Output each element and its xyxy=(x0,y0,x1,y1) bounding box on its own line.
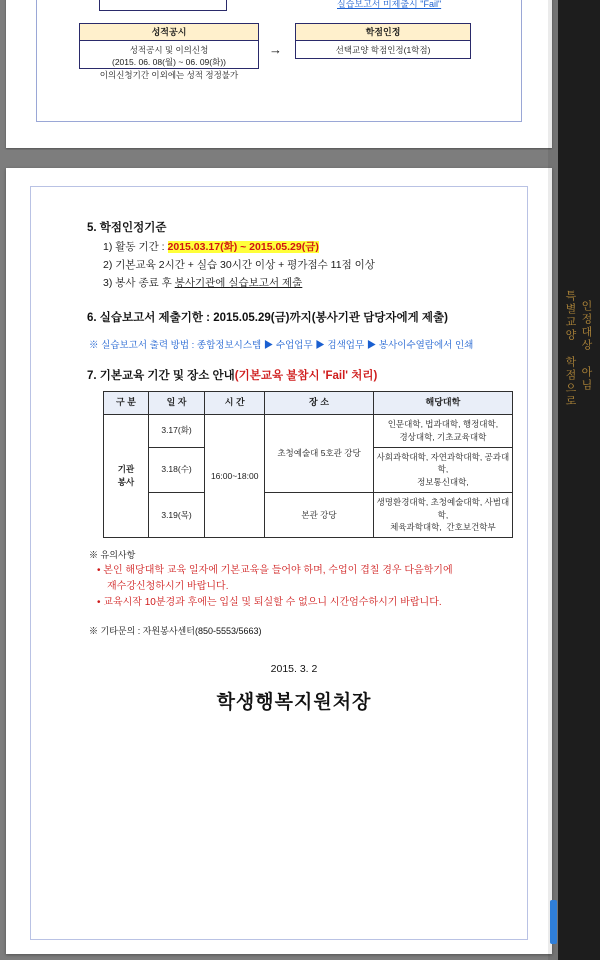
item-1-text: 활동 기간 : xyxy=(115,241,168,253)
table-row xyxy=(104,415,513,448)
basic-education-table xyxy=(103,391,513,538)
th-date: 일 자 xyxy=(148,392,204,415)
signer-title: 학생행복지원처장 xyxy=(216,692,372,713)
section-7-heading-warning: (기본교육 불참시 'Fail' 처리) xyxy=(234,370,378,382)
cell-date-3: 3.19(목) xyxy=(148,492,204,537)
issue-date: 2015. 3. 2 xyxy=(270,663,318,675)
cell-college-3: 생명환경대학, 초청예술대학, 사범대학, 체육과학대학, 간호보건학부 xyxy=(373,492,512,537)
caution-line-3: • 교육시작 10분경과 후에는 입실 및 퇴실할 수 없으니 시간엄수하시기 바랍니다. xyxy=(97,597,442,608)
flow-box-grade-notice xyxy=(79,23,259,80)
etc-contact: ※ 기타문의 : 자원봉사센터(850-5553/5663) xyxy=(89,626,262,636)
right-rail xyxy=(558,0,600,960)
section-7-number: 7. xyxy=(87,370,97,382)
cell-college-2: 사회과학대학, 자연과학대학, 공과대학, 정보통신대학, xyxy=(373,447,512,492)
vertical-annotation-2: 인정대상 아님 xyxy=(580,300,592,392)
report-print-note: ※ 실습보고서 출력 방법 : 종합정보시스템 ▶ 수업업무 ▶ 검색업무 ▶ 봉사이수열람에서 인쇄 xyxy=(89,340,474,351)
cell-division: 기관 봉사 xyxy=(104,415,149,538)
th-college: 해당대학 xyxy=(373,392,512,415)
caution-heading: ※ 유의사항 xyxy=(89,550,136,560)
section-5-heading: 학점인정기준 xyxy=(99,222,167,234)
flow-box-credit-approve xyxy=(295,23,471,59)
table-header-row xyxy=(104,392,513,415)
flow-empty-box xyxy=(99,0,227,11)
section-7-title xyxy=(87,367,501,383)
item-2-text: 기본교육 2시간 + 실습 30시간 이상 + 평가점수 11점 이상 xyxy=(115,259,375,271)
caution-line-1: • 본인 해당대학 교육 일자에 기본교육을 들어야 하며, 수업이 겹칠 경우 다음학기에 xyxy=(97,565,453,576)
flow-box-grade-notice-body xyxy=(80,41,258,84)
cell-date-2: 3.18(수) xyxy=(148,447,204,492)
flow-box-grade-notice-header: 성적공시 xyxy=(80,24,258,41)
current-page xyxy=(6,168,552,954)
table-row xyxy=(104,492,513,537)
report-fail-link[interactable]: 실습보고서 미제출시 "Fail" xyxy=(337,0,442,9)
section-5-item-1 xyxy=(103,239,501,254)
cell-time: 16:00~18:00 xyxy=(205,415,265,538)
section-7-heading: 기본교육 기간 및 장소 안내 xyxy=(99,370,235,382)
section-5-item-2 xyxy=(103,257,501,272)
th-division: 구 분 xyxy=(104,392,149,415)
item-3-prefix: 3) xyxy=(103,277,113,289)
item-3-text: 봉사 종료 후 xyxy=(115,277,175,289)
grade-notice-line-2: (2015. 06. 08(월) ~ 06. 09(화)) xyxy=(112,57,226,68)
item-1-highlight: 2015.03.17(화) ~ 2015.05.29(금) xyxy=(167,241,319,253)
grade-notice-line-1: 성적공시 및 이의신청 xyxy=(129,45,209,56)
flow-box-credit-approve-header: 학점인정 xyxy=(296,24,470,41)
section-5-item-3 xyxy=(103,275,501,290)
previous-page-fragment xyxy=(6,0,552,148)
section-5-title xyxy=(87,219,501,235)
flowchart-frame xyxy=(36,0,522,122)
item-3-underline: 봉사기관에 실습보고서 제출 xyxy=(174,277,303,289)
flow-box-credit-approve-body: 선택교양 학점인정(1학점) xyxy=(335,45,431,56)
section-6-number: 6. xyxy=(87,312,97,324)
section-5-number: 5. xyxy=(87,222,97,234)
cell-place-1: 초청예술대 5호관 강당 xyxy=(265,415,374,493)
caution-line-2: 재수강신청하시기 바랍니다. xyxy=(107,581,229,592)
section-6-heading: 실습보고서 제출기한 : 2015.05.29(금)까지(봉사기관 담당자에게 제출) xyxy=(99,312,448,324)
vertical-annotation-1: 특별교양 학점으로 xyxy=(564,290,576,408)
flow-arrow-right-icon: → xyxy=(269,42,282,57)
cell-college-1: 인문대학, 법과대학, 행정대학, 경상대학, 기초교육대학 xyxy=(373,415,512,448)
grade-notice-line-3: 이의신청기간 이외에는 성적 정정불가 xyxy=(99,69,239,80)
vertical-scrollbar-track[interactable] xyxy=(548,0,558,960)
th-place: 장 소 xyxy=(265,392,374,415)
th-time: 시 간 xyxy=(205,392,265,415)
page-content xyxy=(87,219,510,714)
item-1-prefix: 1) xyxy=(103,241,113,253)
page-border xyxy=(30,186,528,940)
cell-date-1: 3.17(화) xyxy=(148,415,204,448)
cell-place-3: 본관 강당 xyxy=(265,492,374,537)
page-gap xyxy=(0,150,558,170)
section-6-title xyxy=(87,309,501,325)
item-2-prefix: 2) xyxy=(103,259,113,271)
vertical-scrollbar-thumb[interactable] xyxy=(550,900,557,944)
